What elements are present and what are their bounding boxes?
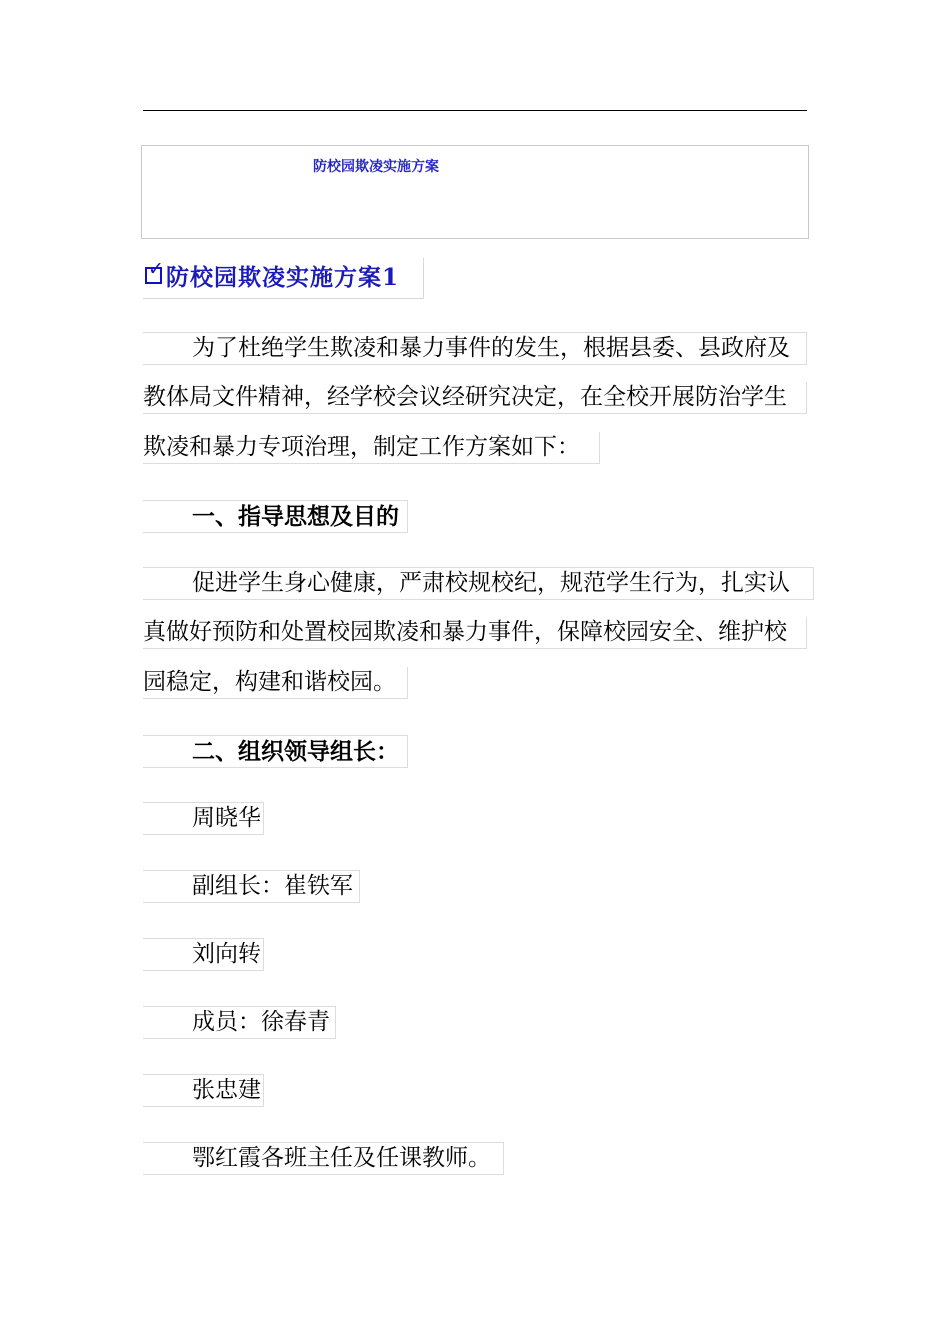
section2-heading: 二、组织领导组长： — [143, 735, 408, 768]
intro-line-2: 教体局文件精神，经学校会议经研究决定，在全校开展防治学生 — [143, 382, 807, 414]
section1-line-3: 园稳定，构建和谐校园。 — [143, 667, 408, 699]
header-title: 防校园欺凌实施方案 — [313, 159, 439, 175]
section1-line-1: 促进学生身心健康，严肃校规校纪，规范学生行为，扎实认 — [143, 567, 814, 600]
intro-line-1: 为了杜绝学生欺凌和暴力事件的发生，根据县委、县政府及 — [143, 332, 807, 365]
member-line-3: 刘向转 — [143, 938, 264, 971]
member-line-5: 张忠建 — [143, 1074, 264, 1107]
document-title-text: 防校园欺凌实施方案1 — [166, 264, 400, 291]
section1-line-2: 真做好预防和处置校园欺凌和暴力事件，保障校园安全、维护校 — [143, 617, 807, 649]
document-title — [143, 258, 424, 299]
section1-heading: 一、指导思想及目的 — [143, 500, 408, 533]
member-line-4: 成员：徐春青 — [143, 1006, 336, 1039]
member-line-2: 副组长：崔铁军 — [143, 870, 360, 903]
header-rule — [143, 110, 807, 111]
checkbox-icon: ✓ — [145, 267, 162, 284]
page-header — [141, 145, 809, 239]
member-line-6: 鄂红霞各班主任及任课教师。 — [143, 1142, 504, 1175]
member-line-1: 周晓华 — [143, 802, 264, 835]
intro-line-3: 欺凌和暴力专项治理，制定工作方案如下： — [143, 432, 600, 464]
